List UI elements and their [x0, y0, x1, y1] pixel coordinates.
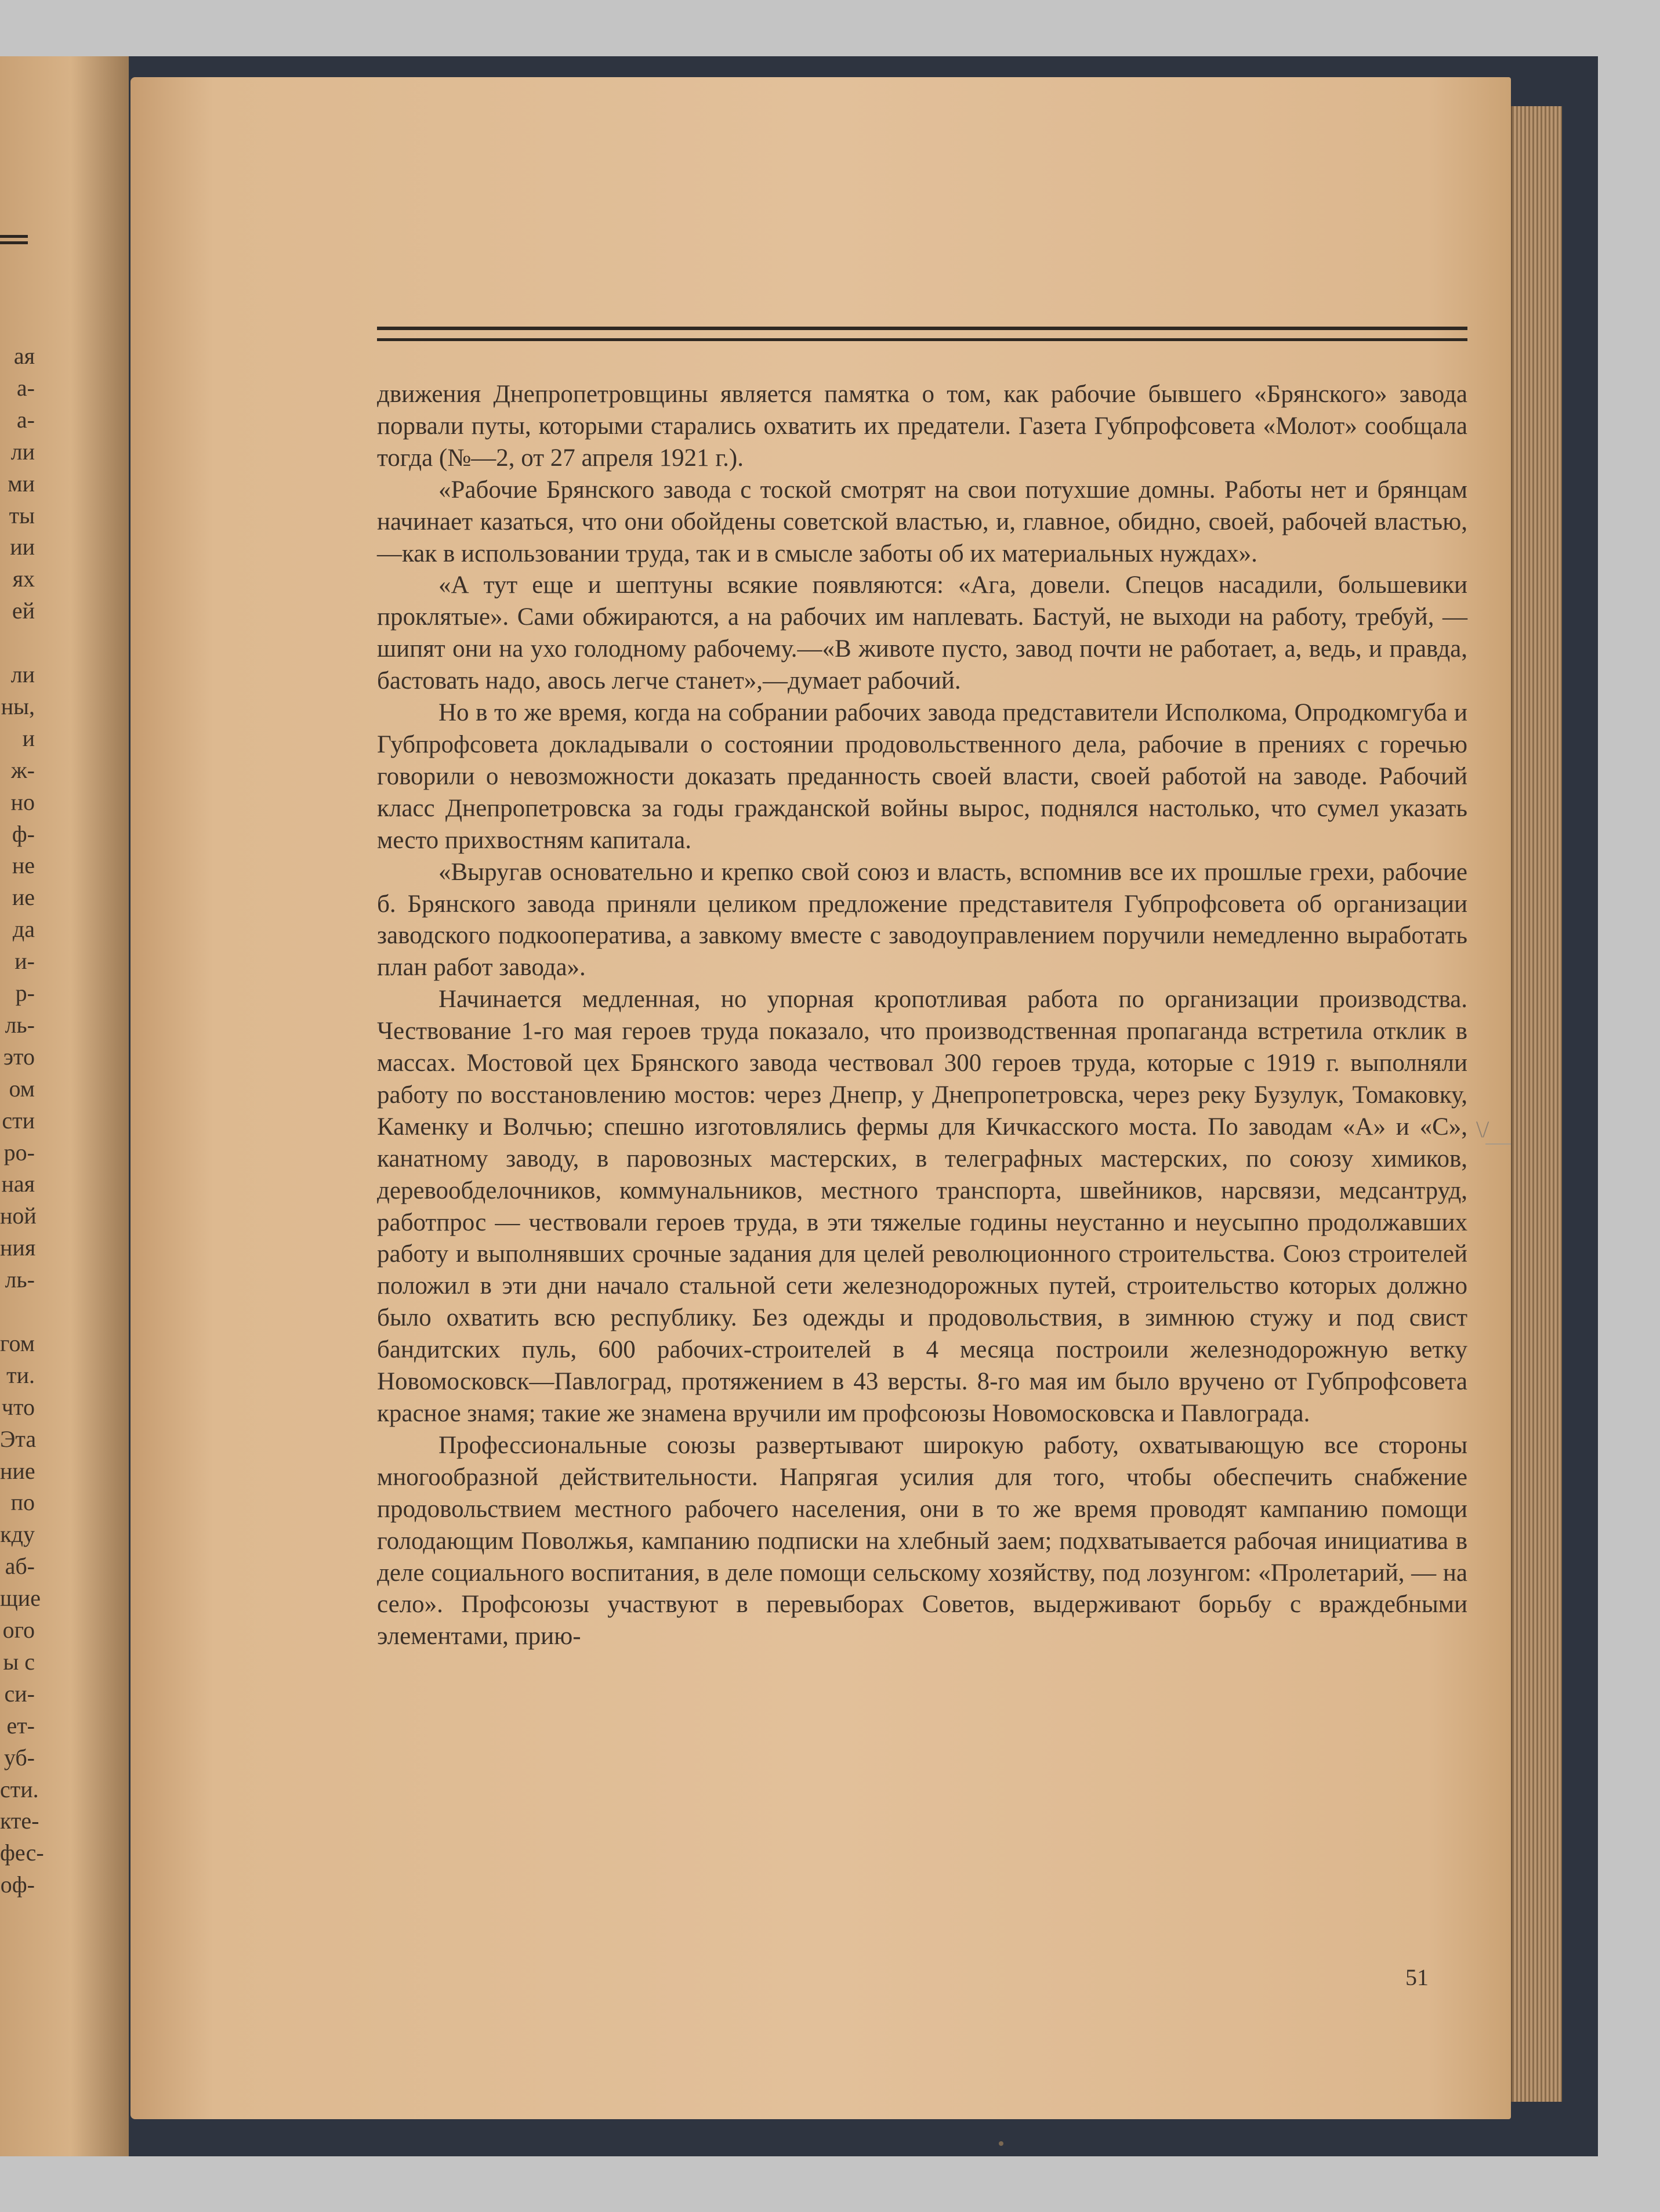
paragraph-3: «А тут еще и шептуны всякие появляются: «Ага, довели. Спецов насадили, большевики проклятые». Сами обжираются, а на рабочих им наплевать. Бастуй, не выходи на работу, требуй, — шипят они на ухо голодному рабочему.—«В животе пусто, завод почти не работает, а, ведь, и правда, бастовать надо, авось легче станет»,—думает рабочий. — [377, 571, 1467, 695]
page-stack-edge — [1511, 106, 1562, 2102]
previous-page-edge — [0, 56, 129, 2156]
previous-page-fragment: ие — [12, 884, 35, 911]
page — [131, 77, 1511, 2119]
paragraph-1: движения Днепропетровщины является памятка о том, как рабочие бывшего «Брянского» завода порвали путы, которыми старались охватить их предатели. Газета Губпрофсовета «Молот» сообщала тогда (№—2, от 27 апреля 1921 г.). — [377, 381, 1467, 472]
header-rule-bottom — [377, 338, 1467, 341]
paper-speck — [999, 2141, 1003, 2146]
previous-page-fragment: оф- — [0, 1871, 35, 1898]
previous-page-fragment: и- — [15, 948, 35, 975]
previous-page-fragment: сти. — [0, 1776, 39, 1802]
previous-page-fragment: сти — [2, 1107, 35, 1134]
previous-page-fragment: ы с — [3, 1648, 35, 1675]
previous-page-fragment: что — [1, 1393, 35, 1420]
previous-page-fragment: уб- — [3, 1744, 35, 1771]
previous-page-fragment: Эта — [0, 1425, 37, 1452]
previous-page-fragment: ро- — [3, 1139, 35, 1165]
previous-page-fragment: ая — [13, 343, 35, 369]
previous-page-fragment: да — [12, 916, 35, 943]
previous-page-fragment: ная — [1, 1171, 35, 1197]
previous-page-fragment: фес- — [0, 1840, 44, 1866]
previous-page-fragment: и — [22, 725, 35, 751]
previous-page-fragment: р- — [15, 980, 35, 1006]
previous-page-fragment: но — [10, 788, 35, 815]
previous-page-rule — [0, 235, 28, 244]
previous-page-fragment: ной — [0, 1203, 37, 1229]
previous-page-fragment: ии — [10, 534, 35, 560]
previous-page-fragment: кте- — [0, 1808, 39, 1834]
previous-page-fragment: ж- — [11, 756, 35, 783]
previous-page-fragment: гом — [0, 1330, 35, 1356]
previous-page-fragment: ние — [0, 1457, 35, 1484]
previous-page-fragment: не — [12, 852, 35, 879]
previous-page-fragment: ния — [0, 1234, 36, 1261]
paragraph-6: Начинается медленная, но упорная кропотливая работа по организации производства. Чествование 1-го мая героев труда показало, что производственная пропаганда встретила отклик в массах. Мостовой цех Брянского завода чествовал 300 героев труда, которые с 1919 г. выполняли работу по восстановлению мостов: через Днепр, у Днепропетровска, через реку Бузулук, Томаковку, Каменку и Волчью; спешно изготовлялись фермы для Кичкасского моста. По заводам «А» и «С», канатному заводу, в паровозных мастерских, в телеграфных мастерских, по союзу химиков, деревообделочников, коммунальников, местного транспорта, швейников, нарсвязи, медсантруд, работпрос — чествовали героев труда, в эти тяжелые годины неустанно и неусыпно продолжавших работу и выполнявших срочные задания для целей революционного строительства. Союз строителей положил в эти дни начало стальной сети железнодорожных путей, строительство которых должно было охватить всю республику. Без одежды и продовольствия, в зимнюю стужу и под свист бандитских пуль, 600 рабочих-строителей в 4 месяца построили железнодорожную ветку Новомосковск—Павлоград, протяжением в 43 версты. 8-го мая им было вручено от Губпрофсовета красное знамя; такие же знамена вручили им профсоюзы Новомосковска и Павлограда. — [377, 986, 1467, 1427]
book-spread — [0, 56, 1598, 2156]
body-text — [377, 379, 1467, 1653]
previous-page-fragment: ти. — [6, 1362, 35, 1388]
previous-page-fragment: это — [3, 1043, 35, 1070]
previous-page-fragment: си- — [4, 1680, 35, 1707]
page-number: 51 — [1405, 1964, 1429, 1990]
previous-page-fragment: щие — [0, 1585, 41, 1612]
previous-page-fragment: ет- — [6, 1712, 35, 1739]
previous-page-fragment: ли — [10, 438, 35, 465]
previous-page-fragment: ого — [2, 1617, 35, 1643]
previous-page-fragment: кду — [0, 1521, 35, 1548]
previous-page-fragment: ях — [12, 566, 35, 592]
paragraph-5: «Выругав основательно и крепко свой союз и власть, вспомнив все их прошлые грехи, рабочие б. Брянского завода приняли целиком предложение представителя Губпрофсовета об организации заводского подкооператива, а завкому вместе с заводоуправлением поручили немедленно выработать план работ завода». — [377, 858, 1467, 982]
margin-check-mark: \/ — [1476, 1116, 1489, 1142]
previous-page-fragment: ф- — [12, 820, 35, 847]
previous-page-fragment: ей — [12, 598, 35, 624]
previous-page-fragment: а- — [16, 406, 35, 433]
previous-page-fragment: ми — [8, 470, 35, 497]
previous-page-fragment: аб- — [5, 1553, 35, 1580]
paragraph-7: Профессиональные союзы развертывают широкую работу, охватывающую все стороны многообразной действительности. Напрягая усилия для того, чтобы обеспечить снабжение продовольствием местного рабочего населения, они в то же время проводят кампанию помощи голодающим Поволжья, кампанию подписки на хлебный заем; подхватывается рабочая инициатива в деле социального воспитания, в деле помощи сельскому хозяйству, под лозунгом: «Пролетарий, — на село». Профсоюзы участвуют в перевыборах Советов, выдерживают борьбу с враждебными элементами, прию- — [377, 1431, 1467, 1650]
paragraph-2: «Рабочие Брянского завода с тоской смотрят на свои потухшие домны. Работы нет и брянцам начинает казаться, что они обойдены советской властью, и, главное, обидно, своей, рабочей властью,—как в использовании труда, так и в смысле заботы об их материальных нуждах». — [377, 476, 1467, 567]
previous-page-fragment: ли — [10, 661, 35, 687]
previous-page-fragment: ом — [9, 1075, 35, 1102]
previous-page-fragment: ны, — [1, 693, 35, 719]
previous-page-fragment: ль- — [5, 1011, 35, 1038]
previous-page-fragment: а- — [16, 374, 35, 401]
previous-page-fragment: ты — [9, 502, 35, 528]
header-rule-top — [377, 327, 1467, 330]
previous-page-fragment: ль- — [5, 1266, 35, 1293]
paragraph-4: Но в то же время, когда на собрании рабочих завода представители Исполкома, Опродкомгуба и Губпрофсовета докладывали о состоянии продовольственного дела, рабочие в прениях с горечью говорили о невозможности доказать преданность своей власти, своей работой на заводе. Рабочий класс Днепропетровска за годы гражданской войны вырос, поднялся настолько, что сумел указать место прихвостням капитала. — [377, 699, 1467, 854]
previous-page-fragment: по — [10, 1489, 35, 1516]
